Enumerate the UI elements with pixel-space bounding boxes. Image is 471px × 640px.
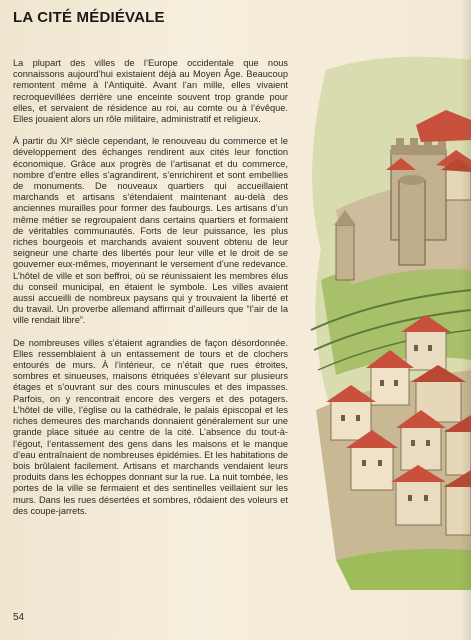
page-fold (461, 0, 471, 640)
page-number: 54 (13, 612, 25, 623)
paragraph-2: À partir du XIᵉ siècle cependant, le renouveau du commerce et le développement des échanges rendirent aux cités leur fonction économique. Grâce aux progrès de l’artisanat et du commerce, nombre d’entre elles s’agrandirent, s’enrichirent et sont embellies de monuments. De nouveaux quartiers qui accueillaient marchands et artisans s’étendaient maintenant au-delà des anciennes murailles pour former des faubourgs. Les artisans d’un même métier se regroupaient dans certains quartiers et formaient de véritables communautés. Forts de leur puissance, les plus riches bourgeois et marchands avaient souvent obtenu de leur seigneur une charte des libertés pour leur ville et le droit de se gouverner eux-mêmes, moyennant le versement d’une redevance. L’hôtel de ville et son beffroi, où se réunissaient les membres élus du conseil municipal, en étaient le symbole. Les villes avaient aussi accueilli de nombreux paysans qui y trouvaient la liberté et du travail. Un proverbe allemand affirmait d’ailleurs que “l’air de la ville rendait libre”. (13, 136, 288, 326)
paragraph-3: De nombreuses villes s’étaient agrandies de façon désordonnée. Elles ressemblaient à un entassement de tours et de clochers entourés de murs. À l’intérieur, ce n’était que rues étroites, sombres et sinueuses, maisons étriquées s’élevant sur plusieurs étages et s’ouvrant sur des cours minuscules et des impasses. Parfois, on y rencontrait encore des vergers et des potagers. L’hôtel de ville, l’église ou la cathédrale, le palais épiscopal et les riches demeures des marchands donnaient généralement sur une grande place située au centre de la cité. L’absence du tout-à-l’égout, l’entassement des gens dans les maisons et le manque d’eau entraînaient de nombreuses épidémies. Et les habitations de bois brûlaient facilement. Artisans et marchands vendaient leurs produits dans les échoppes donnant sur la rue. La nuit tombée, les portes de la ville se fermaient et des sentinelles veillaient sur les murs. Dans les rues désertées et sombres, rôdaient des voleurs et des coupe-jarrets. (13, 337, 288, 516)
medieval-town-illustration-icon (296, 30, 471, 590)
text-column (13, 58, 288, 528)
paragraph-1: La plupart des villes de l’Europe occidentale que nous connaissons aujourd’hui existaient déjà au Moyen Âge. Beaucoup remontent même à l’Antiquité. Avant l’an mille, elles vivaient recroquevillées derrière une enceinte souvent trop grande pour elles, et servaient de résidence au roi, au comte ou à l’évêque. Elles jouaient alors un rôle militaire, administratif et religieux. (13, 58, 288, 125)
page-title: LA CITÉ MÉDIÉVALE (13, 9, 165, 26)
